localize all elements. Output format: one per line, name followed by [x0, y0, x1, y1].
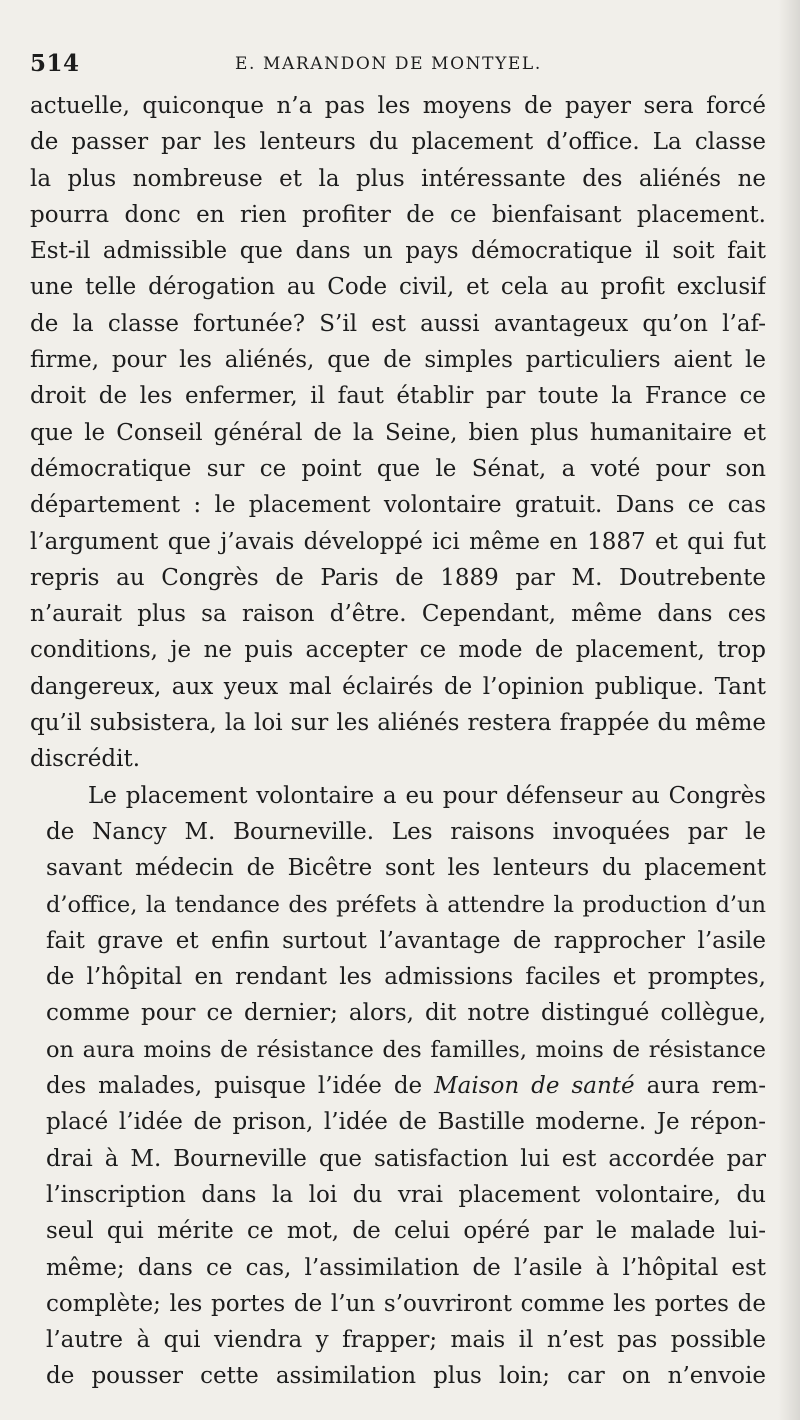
text-line: même; dans ce cas, l’assimilation de l’asile à l’hôpital est	[46, 1254, 766, 1281]
text-line: complète; les portes de l’un s’ouvriront comme les portes de	[46, 1290, 766, 1317]
text-line: démocratique sur ce point que le Sénat, a voté pour son	[30, 455, 766, 482]
text-line: comme pour ce dernier; alors, dit notre distingué collègue,	[46, 1000, 766, 1027]
text-line: Est-il admissible que dans un pays démocratique il soit fait	[30, 238, 766, 265]
text-line: la plus nombreuse et la plus intéressante des aliénés ne	[30, 165, 766, 192]
text-line: savant médecin de Bicêtre sont les lenteurs du placement	[46, 855, 766, 882]
text-line: que le Conseil général de la Seine, bien plus humanitaire et	[30, 419, 766, 446]
text-line: fait grave et enfin surtout l’avantage de rapprocher l’asile	[46, 927, 766, 954]
text-line: droit de les enfermer, il faut établir par toute la France ce	[30, 383, 766, 410]
line-text-after: aura rem-	[634, 1073, 766, 1100]
text-line: qu’il subsistera, la loi sur les aliénés restera frappée du même	[30, 710, 766, 737]
text-line: Le placement volontaire a eu pour défenseur au Congrès	[88, 782, 766, 809]
text-line: d’office, la tendance des préfets à attendre la production d’un	[46, 891, 766, 918]
text-line: discrédit.	[30, 746, 141, 773]
text-line-with-italic	[46, 1068, 766, 1104]
text-line: l’inscription dans la loi du vrai placement volontaire, du	[46, 1181, 766, 1208]
text-line: n’aurait plus sa raison d’être. Cependant, même dans ces	[30, 601, 766, 628]
page-edge-shadow	[778, 0, 800, 1420]
line-text-before: des malades, puisque l’idée de	[46, 1073, 435, 1100]
text-line: pourra donc en rien profiter de ce bienfaisant placement.	[30, 201, 766, 228]
paragraph-1	[30, 88, 766, 778]
text-line: repris au Congrès de Paris de 1889 par M. Doutrebente	[30, 564, 766, 591]
text-line: de passer par les lenteurs du placement d’office. La classe	[30, 129, 766, 156]
text-line: département : le placement volontaire gratuit. Dans ce cas	[30, 492, 766, 519]
text-line: une telle dérogation au Code civil, et cela au profit exclusif	[30, 274, 766, 301]
text-line: de l’hôpital en rendant les admissions faciles et promptes,	[46, 964, 766, 991]
body-text	[30, 88, 766, 1395]
text-line: placé l’idée de prison, l’idée de Bastille moderne. Je répon-	[46, 1109, 766, 1136]
running-head: E. MARANDON DE MONTYEL.	[235, 54, 542, 74]
text-line: de pousser cette assimilation plus loin; car on n’envoie	[46, 1363, 766, 1390]
text-line: on aura moins de résistance des familles, moins de résistance	[46, 1036, 766, 1063]
text-line: l’autre à qui viendra y frapper; mais il n’est pas possible	[46, 1327, 766, 1354]
text-line: de la classe fortunée? S’il est aussi avantageux qu’on l’af-	[30, 310, 766, 337]
paragraph-2	[30, 778, 766, 1395]
text-line: dangereux, aux yeux mal éclairés de l’opinion publique. Tant	[30, 673, 766, 700]
page-header	[30, 50, 770, 80]
text-line: de Nancy M. Bourneville. Les raisons invoquées par le	[46, 818, 766, 845]
text-line: conditions, je ne puis accepter ce mode de placement, trop	[30, 637, 766, 664]
text-line: actuelle, quiconque n’a pas les moyens de payer sera forcé	[30, 93, 766, 119]
text-line: firme, pour les aliénés, que de simples particuliers aient le	[30, 347, 766, 374]
page-number: 514	[30, 50, 80, 77]
text-line: seul qui mérite ce mot, de celui opéré par le malade lui-	[46, 1218, 766, 1245]
italic-phrase: Maison de santé	[434, 1073, 635, 1100]
text-line: drai à M. Bourneville que satisfaction lui est accordée par	[46, 1145, 766, 1172]
text-line: l’argument que j’avais développé ici même en 1887 et qui fut	[30, 528, 766, 555]
